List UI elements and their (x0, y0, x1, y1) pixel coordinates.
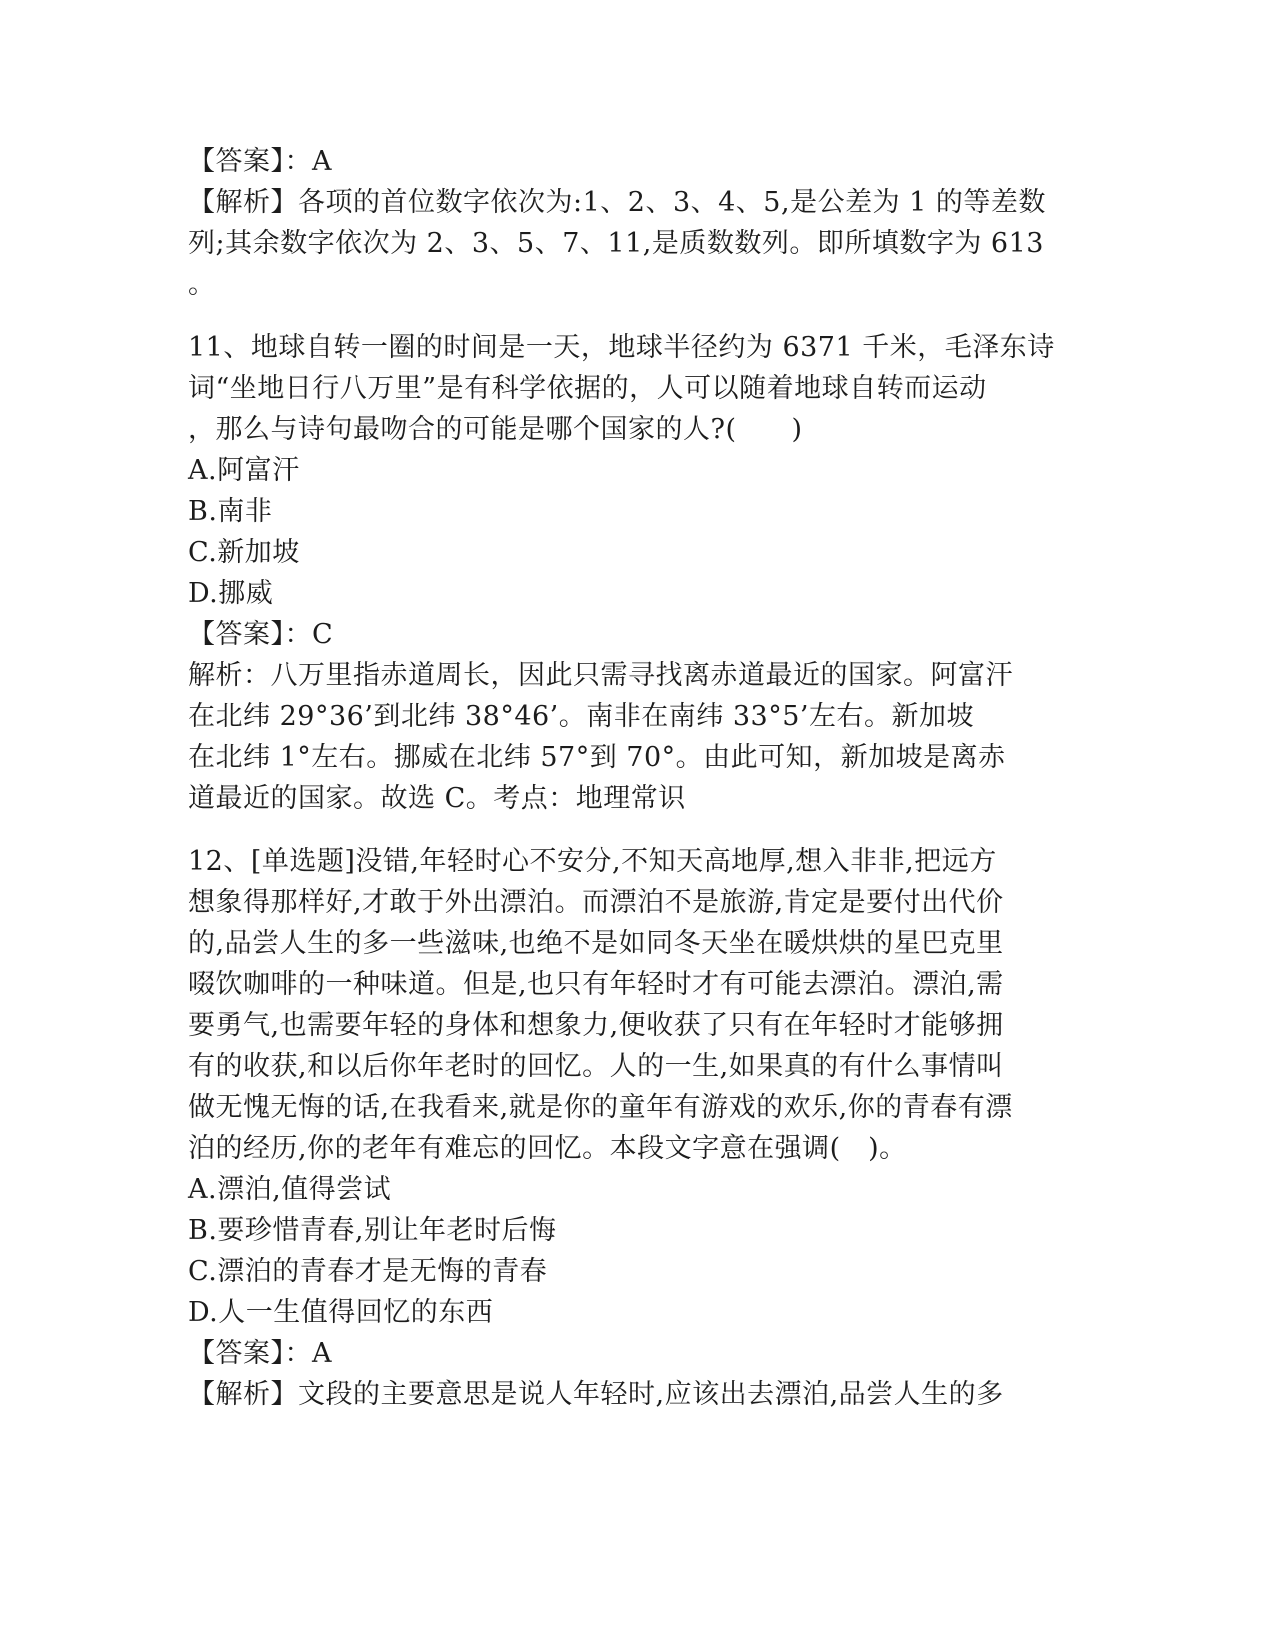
option-d: D.挪威 (188, 578, 274, 609)
question-stem-line: ，那么与诗句最吻合的可能是哪个国家的人?( ) (188, 414, 803, 445)
option-c: C.漂泊的青春才是无悔的青春 (188, 1256, 548, 1287)
analysis-line: 【解析】各项的首位数字依次为:1、2、3、4、5,是公差为 1 的等差数 (188, 187, 1046, 218)
analysis-line: 列;其余数字依次为 2、3、5、7、11,是质数数列。即所填数字为 613 (188, 228, 1044, 259)
answer-line: 【答案】：C (188, 619, 334, 650)
analysis-line: 解析：八万里指赤道周长，因此只需寻找离赤道最近的国家。阿富汗 (188, 660, 1013, 691)
analysis-line: 在北纬 29°36’到北纬 38°46’。南非在南纬 33°5’左右。新加坡 (188, 701, 974, 732)
option-a: A.漂泊,值得尝试 (188, 1174, 392, 1205)
analysis-line: 在北纬 1°左右。挪威在北纬 57°到 70°。由此可知，新加坡是离赤 (188, 742, 1006, 773)
option-a: A.阿富汗 (188, 455, 300, 486)
question-stem-line: 12、[单选题]没错,年轻时心不安分,不知天高地厚,想入非非,把远方 (188, 846, 997, 877)
analysis-line: 道最近的国家。故选 C。考点：地理常识 (188, 783, 686, 814)
question-stem-line: 11、地球自转一圈的时间是一天，地球半径约为 6371 千米，毛泽东诗 (188, 332, 1055, 363)
option-d: D.人一生值得回忆的东西 (188, 1297, 494, 1328)
answer-line: 【答案】：A (188, 146, 332, 177)
question-stem-line: 做无愧无悔的话,在我看来,就是你的童年有游戏的欢乐,你的青春有漂 (188, 1092, 1013, 1123)
question-stem-line: 想象得那样好,才敢于外出漂泊。而漂泊不是旅游,肯定是要付出代价 (188, 887, 1004, 918)
question-stem-line: 啜饮咖啡的一种味道。但是,也只有年轻时才有可能去漂泊。漂泊,需 (188, 969, 1004, 1000)
analysis-line: 【解析】文段的主要意思是说人年轻时,应该出去漂泊,品尝人生的多 (188, 1379, 1004, 1410)
option-b: B.南非 (188, 496, 273, 527)
option-b: B.要珍惜青春,别让年老时后悔 (188, 1215, 557, 1246)
analysis-line: 。 (188, 269, 216, 300)
question-stem-line: 词“坐地日行八万里”是有科学依据的，人可以随着地球自转而运动 (188, 373, 987, 404)
question-stem-line: 有的收获,和以后你年老时的回忆。人的一生,如果真的有什么事情叫 (188, 1051, 1004, 1082)
option-c: C.新加坡 (188, 537, 300, 568)
question-stem-line: 泊的经历,你的老年有难忘的回忆。本段文字意在强调( )。 (188, 1133, 907, 1164)
question-stem-line: 的,品尝人生的多一些滋味,也绝不是如同冬天坐在暖烘烘的星巴克里 (188, 928, 1004, 959)
answer-line: 【答案】：A (188, 1338, 332, 1369)
question-stem-line: 要勇气,也需要年轻的身体和想象力,便收获了只有在年轻时才能够拥 (188, 1010, 1004, 1041)
